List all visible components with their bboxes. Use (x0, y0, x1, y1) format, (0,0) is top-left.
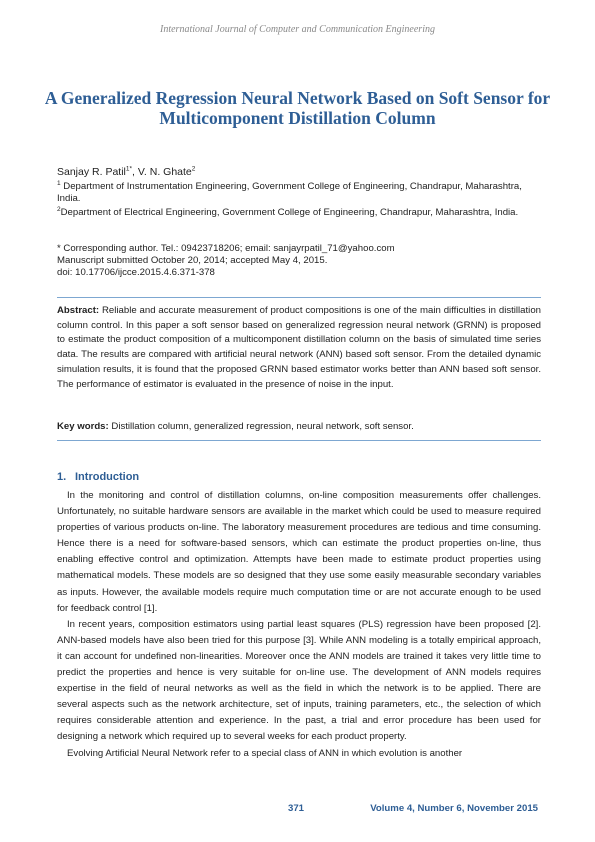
keywords (57, 420, 541, 434)
affiliation-text: Department of Instrumentation Engineering, Government College of Engineering, Chandrapur, Maharashtra, India. (57, 181, 522, 204)
author-superscript: 1* (125, 165, 133, 173)
affiliation-superscript: 1 (57, 179, 61, 187)
affiliation (57, 207, 541, 219)
abstract-label: Abstract: (57, 305, 100, 316)
paragraph: In the monitoring and control of distillation columns, on-line composition measurements offer challenges. Unfortunately, no suitable hardware sensors are available in the market which could be used to measure required properties of various products on-line. The laboratory measurement procedures are tedious and time consuming. Hence there is a need for software-based sensors, which can estimate the product properties on-line, thus enabling effective control and optimization. Attempts have been made to estimate product properties using mathematical models. These models are so designed that they use some easily measurable secondary variables as inputs. However, the available models require much computation time or are not accurate enough to be used for feedback control [1]. (57, 490, 541, 614)
abstract (57, 304, 541, 392)
divider-bottom (57, 440, 541, 441)
keywords-text: Distillation column, generalized regression, neural network, soft sensor. (108, 421, 414, 432)
doi: doi: 10.17706/ijcce.2015.4.6.371-378 (57, 267, 215, 278)
section-heading (57, 471, 139, 483)
corresponding-author: * Corresponding author. Tel.: 09423718206; email: sanjayrpatil_71@yahoo.com (57, 243, 395, 254)
body-text (57, 488, 541, 762)
author-name: Sanjay R. Patil (57, 166, 126, 178)
paragraph: In recent years, composition estimators using partial least squares (PLS) regression have been proposed [2]. ANN-based models have also been tried for this purpose [3]. While ANN modeling is a totally empirical approach, it can account for undefined non-linearities. Moreover once the ANN models are trained it takes very little time to predict the properties and hence is very suitable for on-line use. The development of ANN models requires expertise in the field of neural networks as well as the field in which the network is to be applied. There are several aspects such as the network architecture, set of inputs, training parameters, etc., the selection of which requires considerable attention and experience. In the past, a trial and error procedure has been used for designing a network which required up to several weeks for each product property. (57, 618, 541, 743)
author-superscript: 2 (191, 165, 196, 173)
divider-top (57, 297, 541, 298)
page-number: 371 (288, 803, 305, 814)
abstract-text: Reliable and accurate measurement of product compositions is one of the main difficulties in distillation column control. In this paper a soft sensor based on generalized regression neural network (GRNN) is proposed to estimate the product composition of a multicomponent distillation column on the basis of simulated time series data. The results are compared with artificial neural network (ANN) based soft sensor. From the detailed dynamic simulation results, it is found that the proposed GRNN based estimator works better than ANN based soft sensor. The performance of estimator is evaluated in the presence of noise in the input. (57, 305, 541, 390)
author-name: V. N. Ghate (137, 166, 192, 178)
author-separator: , (132, 166, 138, 178)
affiliation-text: Department of Electrical Engineering, Government College of Engineering, Chandrapur, Maharashtra, India. (60, 207, 519, 218)
journal-header: International Journal of Computer and Communication Engineering (160, 24, 435, 35)
affiliations (57, 181, 541, 221)
section-title: Introduction (75, 471, 140, 483)
volume-info: Volume 4, Number 6, November 2015 (370, 803, 538, 814)
manuscript-dates: Manuscript submitted October 20, 2014; accepted May 4, 2015. (57, 255, 328, 266)
author-list (57, 166, 541, 178)
section-number: 1. (57, 471, 67, 483)
affiliation-superscript: 2 (57, 205, 61, 213)
correspondence (57, 243, 541, 279)
page-footer (0, 803, 595, 817)
paper-title: A Generalized Regression Neural Network Based on Soft Sensor for Multicomponent Distillation Column (44, 88, 551, 128)
paragraph: Evolving Artificial Neural Network refer to a special class of ANN in which evolution is another (67, 747, 463, 759)
keywords-label: Key words: (57, 421, 109, 432)
affiliation (57, 181, 541, 205)
